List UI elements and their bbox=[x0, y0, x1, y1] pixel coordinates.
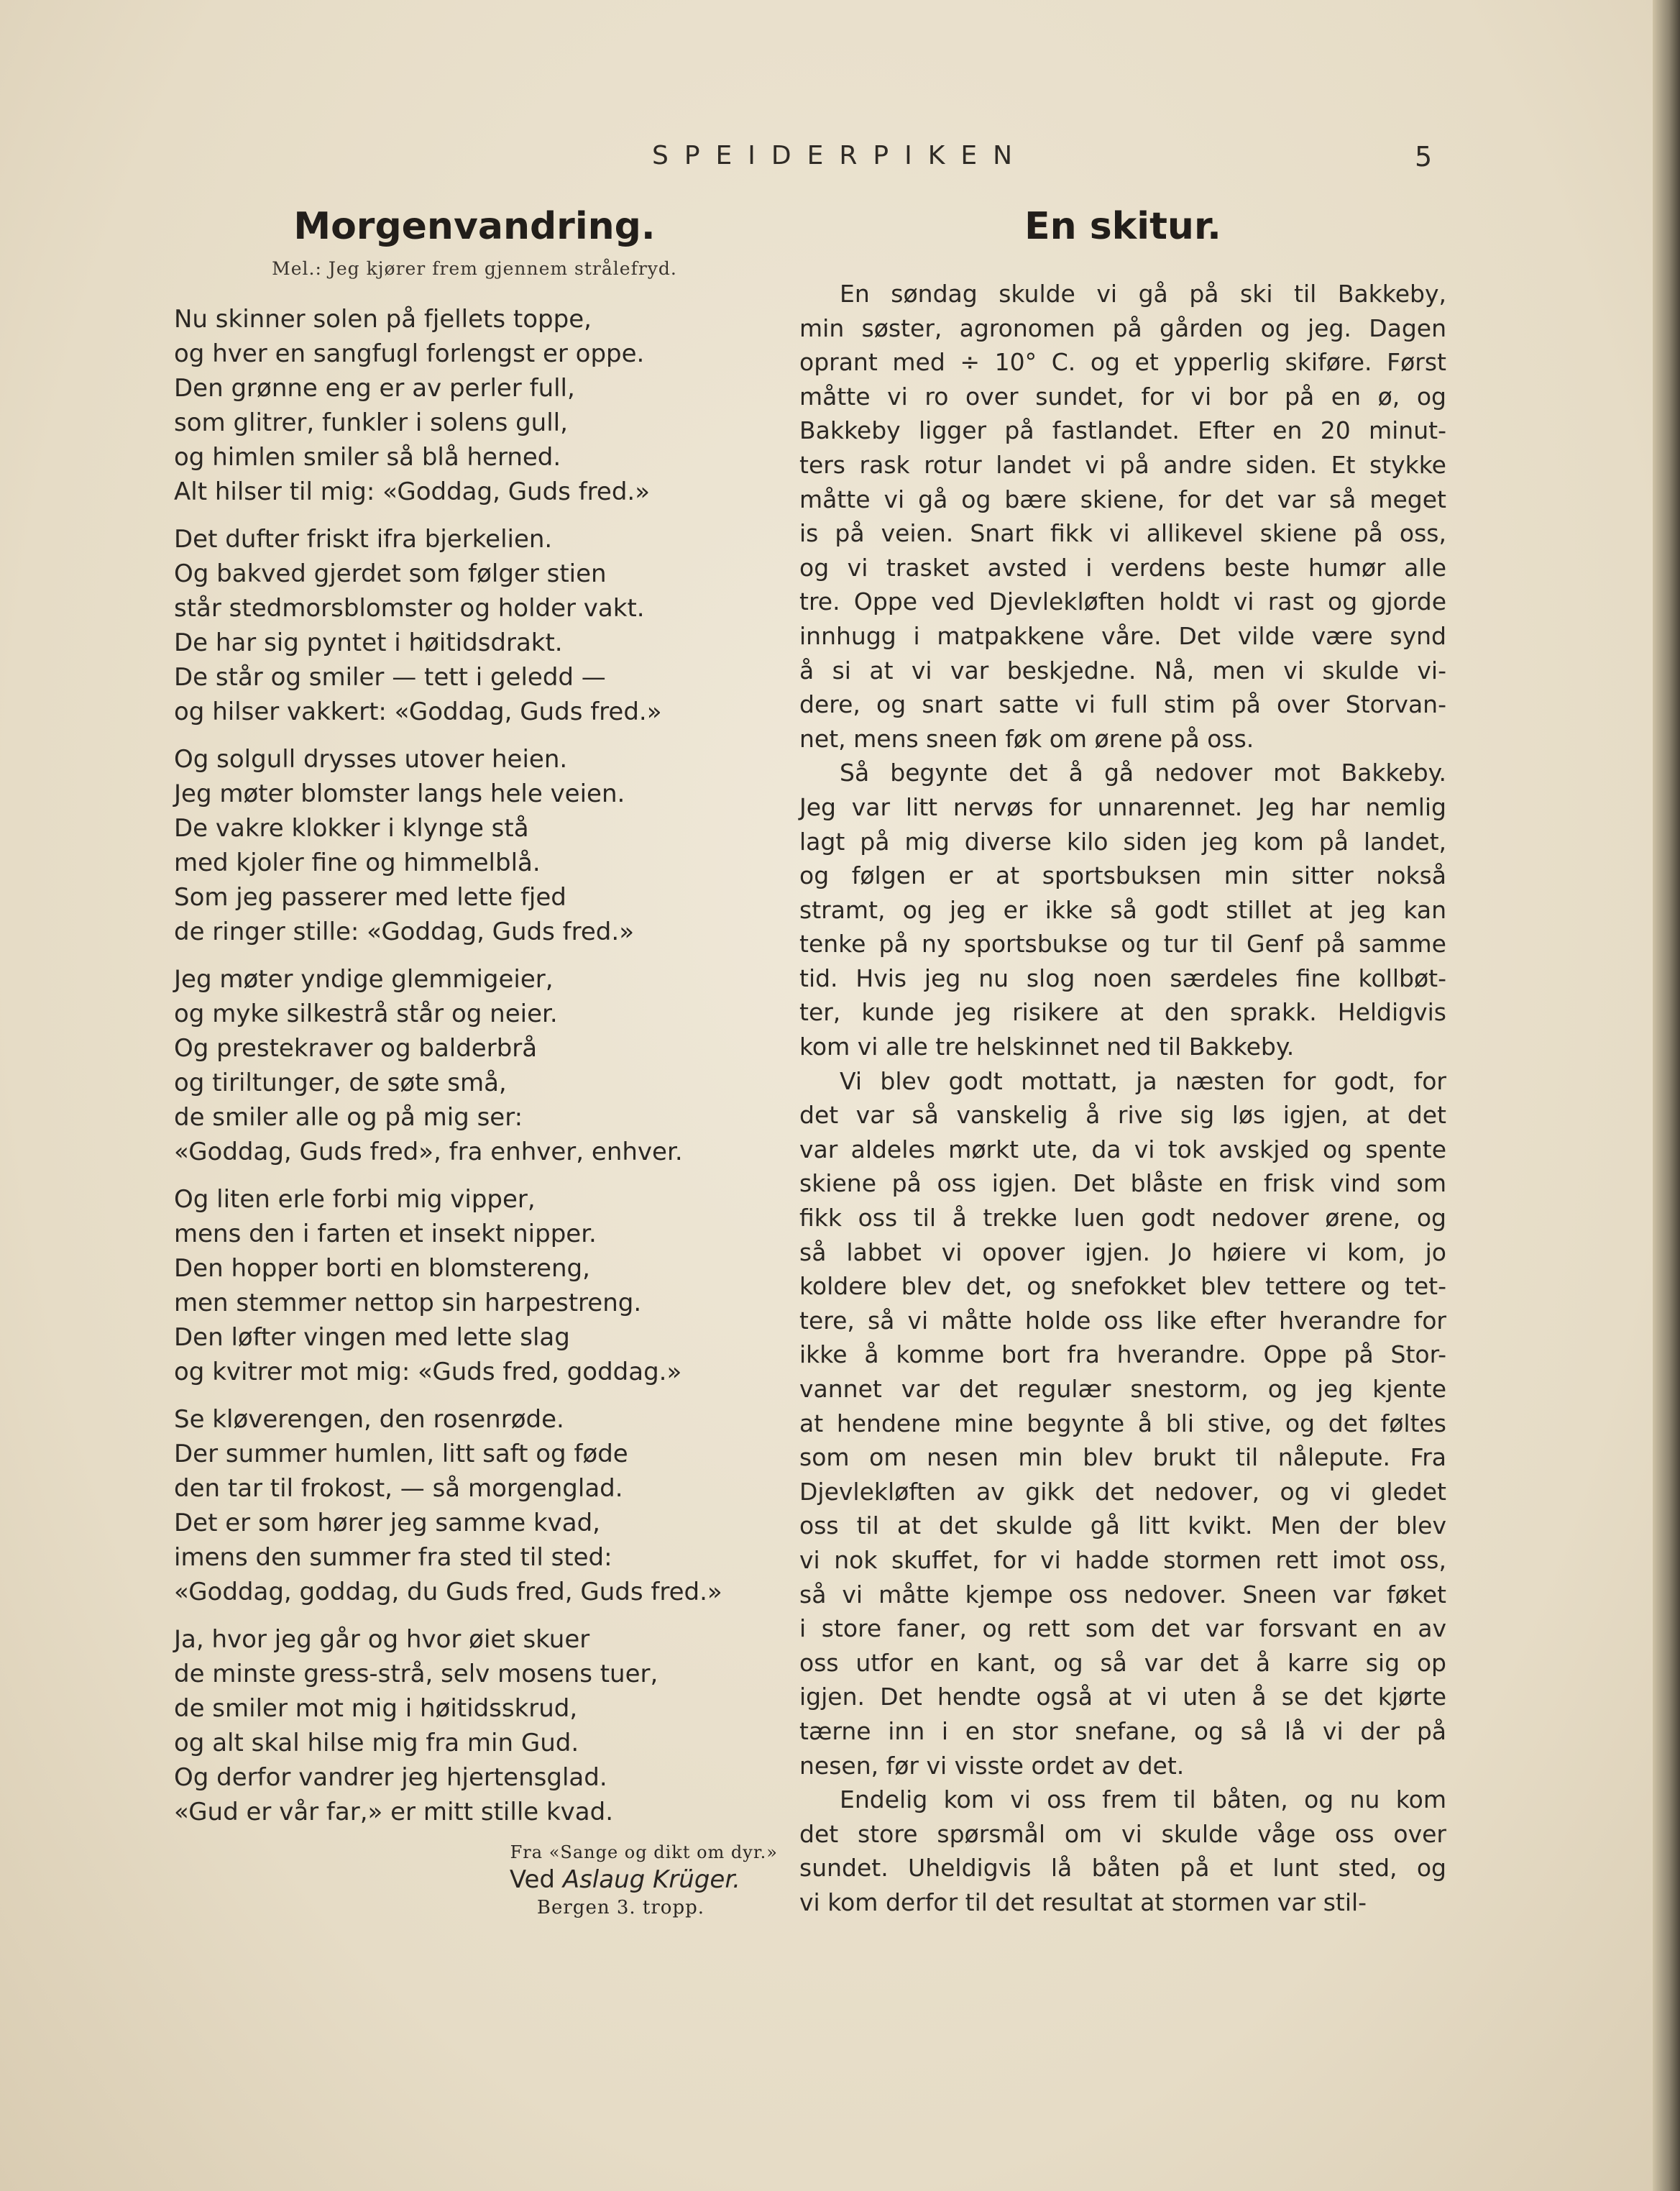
prose-line: tid. Hvis jeg nu slog noen særdeles fine kollbøt- bbox=[799, 964, 1446, 992]
prose-line: Endelig kom vi oss frem til båten, og nu kom bbox=[840, 1785, 1446, 1814]
verse-line: mens den i farten et insekt nipper. bbox=[174, 1220, 597, 1248]
page-edge-shadow bbox=[1653, 0, 1680, 2191]
prose-line: innhugg i matpakkene våre. Det vilde være synd bbox=[799, 621, 1446, 650]
prose-line: som om nesen min blev brukt til nålepute. Fra bbox=[799, 1443, 1446, 1472]
article-paragraph bbox=[799, 756, 1446, 1064]
verse-line: og hver en sangfugl forlengst er oppe. bbox=[174, 339, 645, 368]
verse-line: men stemmer nettop sin harpestreng. bbox=[174, 1289, 642, 1317]
poem-column bbox=[165, 205, 784, 1918]
verse-line: Den grønne eng er av perler full, bbox=[174, 374, 575, 403]
verse-line: De står og smiler — tett i geledd — bbox=[174, 663, 606, 692]
verse-line: Alt hilser til mig: «Goddag, Guds fred.» bbox=[174, 477, 651, 506]
prose-line: var aldeles mørkt ute, da vi tok avskjed og spente bbox=[799, 1135, 1446, 1163]
credit-author-line bbox=[165, 1862, 740, 1897]
prose-line: det store spørsmål om vi skulde våge oss over bbox=[799, 1819, 1446, 1848]
prose-line: ters rask rotur landet vi på andre siden. Et stykke bbox=[799, 450, 1446, 479]
credit-source: Fra «Sange og dikt om dyr.» bbox=[510, 1842, 778, 1862]
verse-line: Der summer humlen, litt saft og føde bbox=[174, 1440, 628, 1468]
poem-body bbox=[165, 302, 784, 1829]
verse-line: Den løfter vingen med lette slag bbox=[174, 1323, 570, 1352]
verse-line: og himlen smiler så blå herned. bbox=[174, 443, 561, 472]
article-paragraph bbox=[799, 1064, 1446, 1783]
verse-line: «Gud er vår far,» er mitt stille kvad. bbox=[174, 1798, 614, 1826]
verse-line: og kvitrer mot mig: «Guds fred, goddag.» bbox=[174, 1358, 682, 1386]
prose-line: net, mens sneen føk om ørene på oss. bbox=[799, 724, 1254, 753]
prose-line: lagt på mig diverse kilo siden jeg kom på landet, bbox=[799, 827, 1446, 856]
verse-line: Og liten erle forbi mig vipper, bbox=[174, 1185, 536, 1214]
prose-line: oss til at det skulde gå litt kvikt. Men der blev bbox=[799, 1511, 1446, 1540]
prose-line: Bakkeby ligger på fastlandet. Efter en 20 minut- bbox=[799, 416, 1446, 445]
verse-line: de smiler alle og på mig ser: bbox=[174, 1103, 523, 1132]
verse-line: den tar til frokost, — så morgenglad. bbox=[174, 1474, 623, 1503]
verse-line: De har sig pyntet i høitidsdrakt. bbox=[174, 628, 563, 657]
verse-line: Jeg møter blomster langs hele veien. bbox=[174, 779, 625, 808]
verse-line: Den hopper borti en blomstereng, bbox=[174, 1254, 590, 1283]
prose-line: fikk oss til å trekke luen godt nedover ørene, og bbox=[799, 1204, 1446, 1232]
prose-line: Så begynte det å gå nedover mot Bakkeby. bbox=[840, 759, 1446, 787]
verse-line: Og derfor vandrer jeg hjertensglad. bbox=[174, 1763, 607, 1792]
verse-line: Ja, hvor jeg går og hvor øiet skuer bbox=[174, 1625, 590, 1654]
prose-line: sundet. Uheldigvis lå båten på et lunt sted, og bbox=[799, 1854, 1446, 1883]
verse-line: som glitrer, funkler i solens gull, bbox=[174, 408, 568, 437]
prose-line: skiene på oss igjen. Det blåste en frisk vind som bbox=[799, 1169, 1446, 1198]
prose-line: at hendene mine begynte å bli stive, og det føltes bbox=[799, 1409, 1446, 1437]
prose-line: det var så vanskelig å rive sig løs igjen, at det bbox=[799, 1101, 1446, 1130]
verse-line: Jeg møter yndige glemmigeier, bbox=[174, 965, 554, 994]
verse-line: Se kløverengen, den rosenrøde. bbox=[174, 1405, 564, 1434]
verse-line: og alt skal hilse mig fra min Gud. bbox=[174, 1729, 579, 1757]
verse-line: med kjoler fine og himmelblå. bbox=[174, 849, 541, 877]
prose-line: stramt, og jeg er ikke så godt stillet at jeg kan bbox=[799, 895, 1446, 924]
prose-line: dere, og snart satte vi full stim på over Storvan- bbox=[799, 690, 1446, 719]
prose-line: ter, kunde jeg risikere at den sprakk. Heldigvis bbox=[799, 998, 1446, 1027]
prose-line: så vi måtte kjempe oss nedover. Sneen var føket bbox=[799, 1580, 1446, 1609]
prose-line: i store faner, og rett som det var forsvant en av bbox=[799, 1614, 1446, 1643]
verse-line: Som jeg passerer med lette fjed bbox=[174, 883, 566, 912]
verse-line: og tiriltunger, de søte små, bbox=[174, 1069, 507, 1097]
prose-line: vi nok skuffet, for vi hadde stormen rett imot oss, bbox=[799, 1545, 1446, 1574]
verse-line: og myke silkestrå står og neier. bbox=[174, 1000, 558, 1028]
verse-line: de ringer stille: «Goddag, Guds fred.» bbox=[174, 918, 634, 946]
article-paragraph bbox=[799, 277, 1446, 756]
prose-line: vannet var det regulær snestorm, og jeg kjente bbox=[799, 1375, 1446, 1403]
prose-line: ikke å komme bort fra hverandre. Oppe på Stor- bbox=[799, 1340, 1446, 1369]
verse-line: «Goddag, goddag, du Guds fred, Guds fred.» bbox=[174, 1578, 722, 1606]
verse-line: De vakre klokker i klynge stå bbox=[174, 814, 529, 843]
poem-stanza bbox=[174, 1402, 784, 1609]
prose-line: koldere blev det, og snefokket blev tettere og tet- bbox=[799, 1272, 1446, 1301]
prose-line: Djevlekløften av gikk det nedover, og vi gledet bbox=[799, 1477, 1446, 1506]
melody-note: Mel.: Jeg kjører frem gjennem strålefryd. bbox=[272, 258, 677, 279]
verse-line: Nu skinner solen på fjellets toppe, bbox=[174, 305, 592, 334]
prose-line: tre. Oppe ved Djevlekløften holdt vi rast og gjorde bbox=[799, 587, 1446, 616]
poem-stanza bbox=[174, 1622, 784, 1829]
article-paragraph bbox=[799, 1783, 1446, 1919]
article-body bbox=[799, 277, 1446, 1920]
prose-line: min søster, agronomen på gården og jeg. Dagen bbox=[799, 314, 1446, 342]
prose-line: oss utfor en kant, og så var det å karre sig op bbox=[799, 1648, 1446, 1677]
credit-troop: Bergen 3. tropp. bbox=[536, 1897, 704, 1918]
poem-stanza bbox=[174, 742, 784, 949]
prose-line: å si at vi var beskjedne. Nå, men vi skulde vi- bbox=[799, 656, 1446, 685]
credit-by: Ved bbox=[509, 1865, 555, 1894]
verse-line: Og prestekraver og balderbrå bbox=[174, 1034, 538, 1063]
credit-author: Aslaug Krüger. bbox=[562, 1865, 740, 1894]
poem-title: Morgenvandring. bbox=[293, 205, 656, 248]
prose-line: Jeg var litt nervøs for unnarennet. Jeg har nemlig bbox=[799, 792, 1446, 821]
verse-line: imens den summer fra sted til sted: bbox=[174, 1543, 612, 1572]
prose-line: tærne inn i en stor snefane, og så lå vi der på bbox=[799, 1716, 1446, 1745]
poem-stanza bbox=[174, 962, 784, 1169]
verse-line: Det er som hører jeg samme kvad, bbox=[174, 1509, 600, 1537]
prose-line: is på veien. Snart fikk vi allikevel skiene på oss, bbox=[799, 519, 1446, 548]
prose-line: tenke på ny sportsbukse og tur til Genf på samme bbox=[799, 930, 1446, 959]
poem-stanza bbox=[174, 522, 784, 729]
prose-line: igjen. Det hendte også at vi uten å se det kjørte bbox=[799, 1683, 1446, 1711]
prose-line: kom vi alle tre helskinnet ned til Bakkeby. bbox=[799, 1033, 1295, 1061]
article-column bbox=[799, 205, 1446, 1920]
prose-line: Vi blev godt mottatt, ja næsten for godt, for bbox=[840, 1066, 1446, 1095]
article-title: En skitur. bbox=[1024, 205, 1221, 248]
verse-line: Det dufter friskt ifra bjerkelien. bbox=[174, 525, 553, 554]
verse-line: Og solgull drysses utover heien. bbox=[174, 745, 568, 774]
verse-line: de smiler mot mig i høitidsskrud, bbox=[174, 1694, 578, 1723]
prose-line: oprant med ÷ 10° C. og et ypperlig skiføre. Først bbox=[799, 348, 1446, 377]
verse-line: står stedmorsblomster og holder vakt. bbox=[174, 594, 645, 623]
verse-line: og hilser vakkert: «Goddag, Guds fred.» bbox=[174, 697, 662, 726]
prose-line: og vi trasket avsted i verdens beste humør alle bbox=[799, 553, 1446, 582]
prose-line: tere, så vi måtte holde oss like efter hverandre for bbox=[799, 1306, 1446, 1335]
prose-line: måtte vi ro over sundet, for vi bor på en ø, og bbox=[799, 382, 1446, 411]
running-head: SPEIDERPIKEN bbox=[651, 141, 1028, 170]
prose-line: nesen, før vi visste ordet av det. bbox=[799, 1751, 1185, 1780]
poem-stanza bbox=[174, 302, 784, 509]
prose-line: så labbet vi opover igjen. Jo høiere vi kom, jo bbox=[799, 1238, 1446, 1266]
verse-line: Og bakved gjerdet som følger stien bbox=[174, 559, 607, 588]
prose-line: En søndag skulde vi gå på ski til Bakkeby, bbox=[840, 280, 1446, 308]
poem-stanza bbox=[174, 1182, 784, 1389]
prose-line: vi kom derfor til det resultat at stormen var stil- bbox=[799, 1888, 1367, 1916]
page-number: 5 bbox=[1415, 141, 1433, 173]
prose-line: og følgen er at sportsbuksen min sitter nokså bbox=[799, 861, 1446, 890]
verse-line: de minste gress-strå, selv mosens tuer, bbox=[174, 1660, 658, 1688]
prose-line: måtte vi gå og bære skiene, for det var så meget bbox=[799, 485, 1446, 513]
verse-line: «Goddag, Guds fred», fra enhver, enhver. bbox=[174, 1138, 683, 1166]
